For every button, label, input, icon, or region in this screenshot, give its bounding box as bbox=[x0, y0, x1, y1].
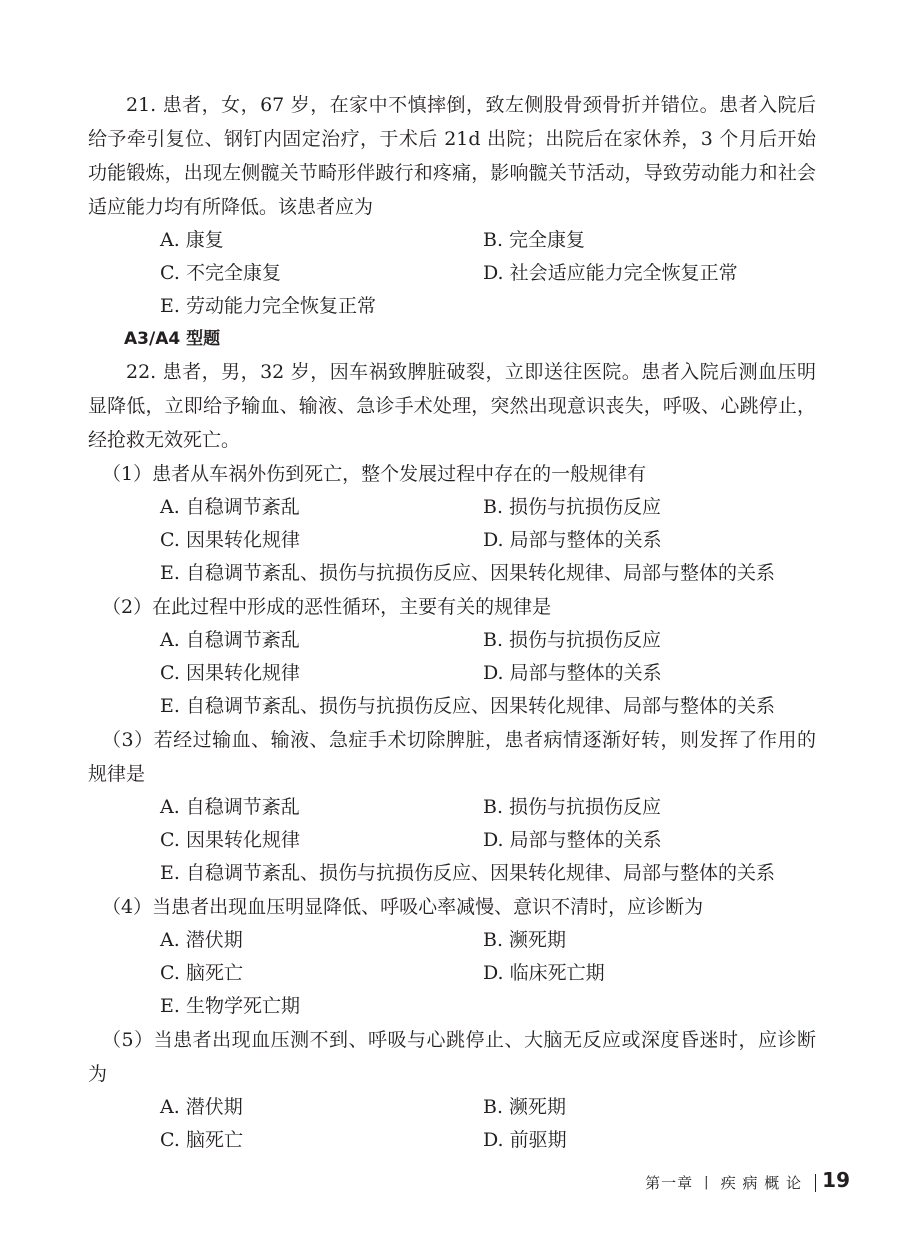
sub-question-2-stem: （2）在此过程中形成的恶性循环，主要有关的规律是 bbox=[102, 596, 552, 618]
option-d: D. 局部与整体的关系 bbox=[483, 662, 662, 684]
option-b: B. 完全康复 bbox=[483, 229, 586, 251]
option-d: D. 社会适应能力完全恢复正常 bbox=[483, 262, 738, 284]
sub-question-3-options bbox=[88, 791, 816, 890]
option-a: A. 潜伏期 bbox=[160, 929, 243, 951]
option-d: D. 局部与整体的关系 bbox=[483, 529, 662, 551]
option-b: B. 损伤与抗损伤反应 bbox=[483, 629, 662, 651]
sub-question-3-stem: （3）若经过输血、输液、急症手术切除脾脏，患者病情逐渐好转，则发挥了作用的规律是 bbox=[88, 729, 816, 785]
option-e: E. 生物学死亡期 bbox=[160, 995, 300, 1017]
option-b: B. 损伤与抗损伤反应 bbox=[483, 496, 662, 518]
sub-question-1-stem: （1）患者从车祸外伤到死亡，整个发展过程中存在的一般规律有 bbox=[102, 463, 647, 485]
question-22-stem: 22. 患者，男，32 岁，因车祸致脾脏破裂，立即送往医院。患者入院后测血压明显降低，立即给予输血、输液、急诊手术处理，突然出现意识丧失，呼吸、心跳停止，经抢救无效死亡。 bbox=[88, 361, 816, 451]
sub-question-4-options bbox=[88, 924, 816, 1023]
footer-divider bbox=[815, 1174, 816, 1192]
option-a: A. 自稳调节紊乱 bbox=[160, 796, 300, 818]
option-d: D. 局部与整体的关系 bbox=[483, 829, 662, 851]
option-e: E. 自稳调节紊乱、损伤与抗损伤反应、因果转化规律、局部与整体的关系 bbox=[160, 695, 775, 717]
option-d: D. 临床死亡期 bbox=[483, 962, 605, 984]
option-b: B. 濒死期 bbox=[483, 929, 567, 951]
option-b: B. 濒死期 bbox=[483, 1096, 567, 1118]
question-21-options bbox=[88, 224, 816, 323]
option-d: D. 前驱期 bbox=[483, 1129, 567, 1151]
option-c: C. 脑死亡 bbox=[160, 1129, 243, 1151]
chapter-title: 第一章 丨 疾 病 概 论 bbox=[645, 1174, 802, 1192]
page-footer bbox=[0, 1162, 900, 1206]
option-e: E. 自稳调节紊乱、损伤与抗损伤反应、因果转化规律、局部与整体的关系 bbox=[160, 562, 775, 584]
page-content bbox=[88, 88, 816, 1157]
option-e: E. 自稳调节紊乱、损伤与抗损伤反应、因果转化规律、局部与整体的关系 bbox=[160, 862, 775, 884]
sub-question-1-options bbox=[88, 491, 816, 590]
section-heading: A3/A4 型题 bbox=[124, 329, 221, 349]
sub-question-5-options bbox=[88, 1091, 816, 1157]
option-b: B. 损伤与抗损伤反应 bbox=[483, 796, 662, 818]
option-a: A. 自稳调节紊乱 bbox=[160, 629, 300, 651]
option-c: C. 因果转化规律 bbox=[160, 829, 300, 851]
sub-question-4-stem: （4）当患者出现血压明显降低、呼吸心率减慢、意识不清时，应诊断为 bbox=[102, 896, 704, 918]
option-a: A. 自稳调节紊乱 bbox=[160, 496, 300, 518]
option-a: A. 康复 bbox=[160, 229, 224, 251]
question-21-stem: 21. 患者，女，67 岁，在家中不慎摔倒，致左侧股骨颈骨折并错位。患者入院后给予牵引复位、钢钉内固定治疗，于术后 21d 出院；出院后在家休养，3 个月后开始功能锻炼，出现左侧髋关节畸形伴跛行和疼痛，影响髋关节活动，导致劳动能力和社会适应能力均有所降低。该患者应为 bbox=[88, 94, 816, 218]
option-c: C. 因果转化规律 bbox=[160, 529, 300, 551]
option-c: C. 不完全康复 bbox=[160, 262, 281, 284]
option-a: A. 潜伏期 bbox=[160, 1096, 243, 1118]
sub-question-5-stem: （5）当患者出现血压测不到、呼吸与心跳停止、大脑无反应或深度昏迷时，应诊断为 bbox=[88, 1029, 816, 1085]
option-e: E. 劳动能力完全恢复正常 bbox=[160, 295, 376, 317]
option-c: C. 因果转化规律 bbox=[160, 662, 300, 684]
sub-question-2-options bbox=[88, 624, 816, 723]
page-number: 19 bbox=[822, 1168, 850, 1192]
option-c: C. 脑死亡 bbox=[160, 962, 243, 984]
